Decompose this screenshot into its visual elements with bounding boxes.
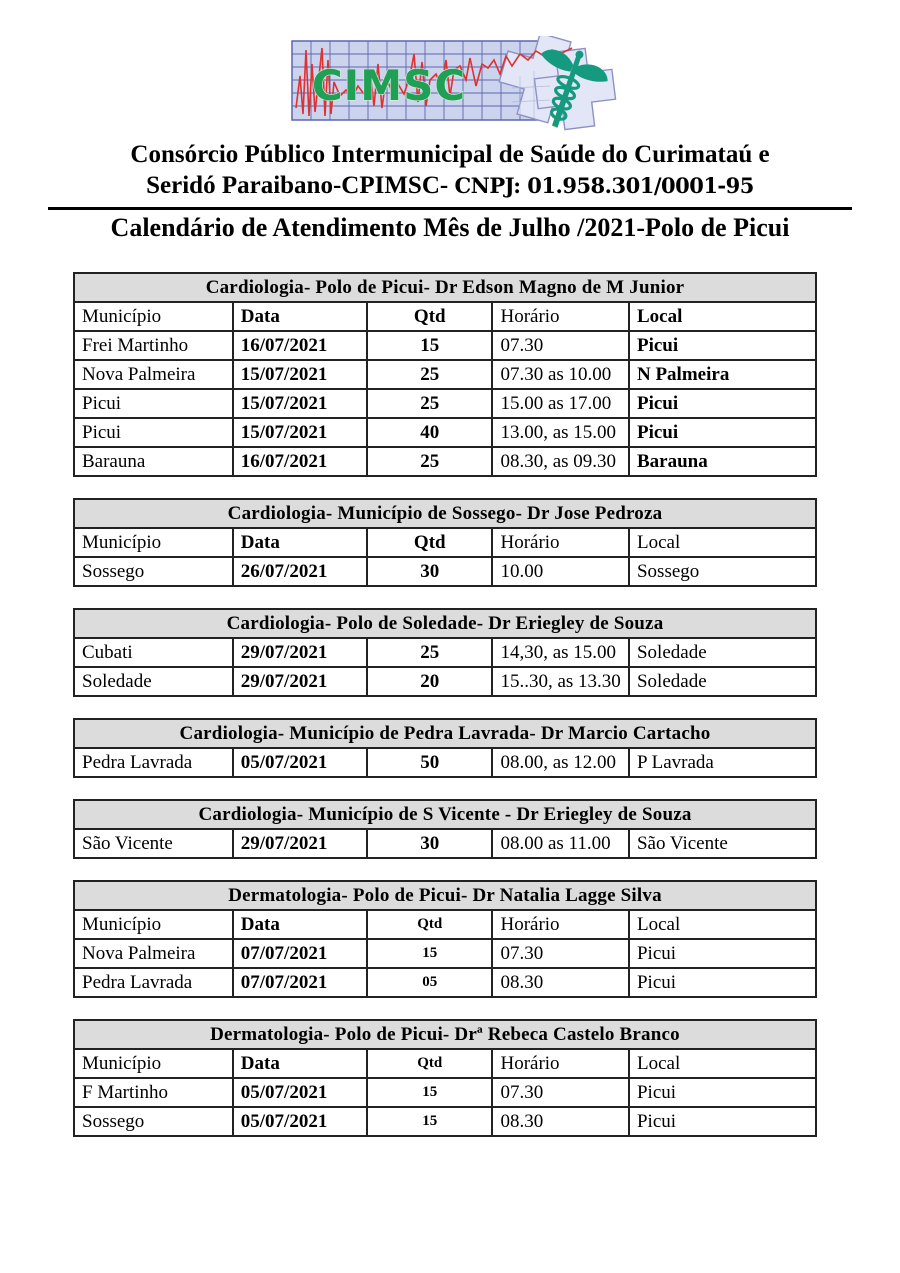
table-row — [74, 748, 816, 777]
cell-local: Barauna — [629, 447, 816, 476]
cimsc-logo-graphic — [282, 36, 618, 131]
column-header-municipio: Município — [74, 1049, 233, 1078]
cell-data: 05/07/2021 — [233, 1107, 367, 1136]
cell-municipio: Sossego — [74, 1107, 233, 1136]
cell-municipio: Sossego — [74, 557, 233, 586]
table-row — [74, 447, 816, 476]
cell-data: 29/07/2021 — [233, 667, 367, 696]
cell-municipio: Picui — [74, 389, 233, 418]
cell-horario: 14,30, as 15.00 — [492, 638, 629, 667]
table-row — [74, 968, 816, 997]
cell-municipio: Pedra Lavrada — [74, 968, 233, 997]
column-header-horario: Horário — [492, 910, 629, 939]
cell-horario: 15..30, as 13.30 — [492, 667, 629, 696]
cell-qtd: 30 — [367, 557, 492, 586]
cell-qtd: 15 — [367, 1107, 492, 1136]
schedule-table-cardiologia-soledade — [73, 608, 817, 697]
cell-municipio: Nova Palmeira — [74, 360, 233, 389]
cell-data: 15/07/2021 — [233, 418, 367, 447]
cell-local: Picui — [629, 1078, 816, 1107]
cell-local: Picui — [629, 1107, 816, 1136]
cell-municipio: Barauna — [74, 447, 233, 476]
column-header-horario: Horário — [492, 528, 629, 557]
cell-municipio: Frei Martinho — [74, 331, 233, 360]
table-title: Cardiologia- Município de S Vicente - Dr Eriegley de Souza — [74, 800, 816, 829]
cell-data: 07/07/2021 — [233, 939, 367, 968]
cell-qtd: 25 — [367, 638, 492, 667]
column-header-qtd: Qtd — [367, 302, 492, 331]
table-row — [74, 418, 816, 447]
table-row — [74, 829, 816, 858]
column-header-data: Data — [233, 302, 367, 331]
cell-local: Sossego — [629, 557, 816, 586]
cell-qtd: 15 — [367, 1078, 492, 1107]
cell-qtd: 25 — [367, 360, 492, 389]
cell-municipio: Cubati — [74, 638, 233, 667]
cell-local: Picui — [629, 418, 816, 447]
column-header-data: Data — [233, 910, 367, 939]
table-row — [74, 667, 816, 696]
column-header-horario: Horário — [492, 1049, 629, 1078]
cell-horario: 07.30 — [492, 331, 629, 360]
schedule-table-dermatologia-natalia — [73, 880, 817, 998]
schedule-table-cardiologia-sossego — [73, 498, 817, 587]
column-header-qtd: Qtd — [367, 910, 492, 939]
column-header-municipio: Município — [74, 910, 233, 939]
cell-data: 15/07/2021 — [233, 360, 367, 389]
org-name-line2 — [0, 170, 900, 201]
table-title: Cardiologia- Polo de Soledade- Dr Eriegley de Souza — [74, 609, 816, 638]
table-header-row — [74, 528, 816, 557]
column-header-municipio: Município — [74, 528, 233, 557]
table-header-row — [74, 302, 816, 331]
cell-horario: 07.30 — [492, 1078, 629, 1107]
table-title: Cardiologia- Polo de Picui- Dr Edson Magno de M Junior — [74, 273, 816, 302]
cell-horario: 13.00, as 15.00 — [492, 418, 629, 447]
column-header-qtd: Qtd — [367, 1049, 492, 1078]
cell-data: 16/07/2021 — [233, 447, 367, 476]
cell-horario: 08.00 as 11.00 — [492, 829, 629, 858]
cell-local: Picui — [629, 331, 816, 360]
cell-data: 07/07/2021 — [233, 968, 367, 997]
column-header-local: Local — [629, 1049, 816, 1078]
org-cnpj: CNPJ: 01.958.301/0001-95 — [454, 173, 754, 198]
cell-municipio: F Martinho — [74, 1078, 233, 1107]
cell-horario: 10.00 — [492, 557, 629, 586]
cell-municipio: Soledade — [74, 667, 233, 696]
table-row — [74, 1107, 816, 1136]
cell-data: 05/07/2021 — [233, 748, 367, 777]
column-header-local: Local — [629, 528, 816, 557]
table-row — [74, 331, 816, 360]
cimsc-logo — [0, 0, 900, 131]
table-title: Cardiologia- Município de Sossego- Dr Jose Pedroza — [74, 499, 816, 528]
table-header-row — [74, 1049, 816, 1078]
table-row — [74, 939, 816, 968]
cell-local: São Vicente — [629, 829, 816, 858]
cell-municipio: Picui — [74, 418, 233, 447]
schedule-table-cardiologia-polo-picui — [73, 272, 817, 477]
cell-horario: 08.30 — [492, 1107, 629, 1136]
cell-qtd: 30 — [367, 829, 492, 858]
cell-local: Soledade — [629, 638, 816, 667]
cell-local: P Lavrada — [629, 748, 816, 777]
cell-local: Picui — [629, 968, 816, 997]
column-header-data: Data — [233, 528, 367, 557]
cell-data: 16/07/2021 — [233, 331, 367, 360]
schedule-table-dermatologia-rebeca — [73, 1019, 817, 1137]
cell-horario: 08.30 — [492, 968, 629, 997]
column-header-data: Data — [233, 1049, 367, 1078]
table-title: Dermatologia- Polo de Picui- Dr Natalia Lagge Silva — [74, 881, 816, 910]
cell-local: Picui — [629, 389, 816, 418]
cell-municipio: Pedra Lavrada — [74, 748, 233, 777]
cell-local: Picui — [629, 939, 816, 968]
org-name-part: Seridó Paraibano-CPIMSC- — [146, 172, 455, 199]
cell-qtd: 40 — [367, 418, 492, 447]
cell-data: 26/07/2021 — [233, 557, 367, 586]
cell-local: Soledade — [629, 667, 816, 696]
schedule-table-cardiologia-pedra-lavrada — [73, 718, 817, 778]
table-row — [74, 360, 816, 389]
column-header-local: Local — [629, 910, 816, 939]
cell-horario: 08.30, as 09.30 — [492, 447, 629, 476]
cell-local: N Palmeira — [629, 360, 816, 389]
column-header-local: Local — [629, 302, 816, 331]
cell-horario: 15.00 as 17.00 — [492, 389, 629, 418]
column-header-qtd: Qtd — [367, 528, 492, 557]
organization-header — [0, 139, 900, 201]
cell-municipio: Nova Palmeira — [74, 939, 233, 968]
cell-data: 15/07/2021 — [233, 389, 367, 418]
cell-municipio: São Vicente — [74, 829, 233, 858]
cell-qtd: 15 — [367, 331, 492, 360]
cell-horario: 08.00, as 12.00 — [492, 748, 629, 777]
table-row — [74, 557, 816, 586]
column-header-municipio: Município — [74, 302, 233, 331]
cell-data: 05/07/2021 — [233, 1078, 367, 1107]
schedule-table-cardiologia-s-vicente — [73, 799, 817, 859]
cell-qtd: 15 — [367, 939, 492, 968]
table-title: Cardiologia- Município de Pedra Lavrada- Dr Marcio Cartacho — [74, 719, 816, 748]
table-row — [74, 1078, 816, 1107]
cell-qtd: 05 — [367, 968, 492, 997]
calendar-title: Calendário de Atendimento Mês de Julho /2021-Polo de Picui — [110, 213, 790, 242]
cell-horario: 07.30 — [492, 939, 629, 968]
logo-text: CIMSC — [311, 61, 467, 110]
cell-qtd: 20 — [367, 667, 492, 696]
cell-data: 29/07/2021 — [233, 638, 367, 667]
cell-qtd: 25 — [367, 389, 492, 418]
table-title: Dermatologia- Polo de Picui- Drª Rebeca Castelo Branco — [74, 1020, 816, 1049]
cell-qtd: 50 — [367, 748, 492, 777]
table-header-row — [74, 910, 816, 939]
cell-horario: 07.30 as 10.00 — [492, 360, 629, 389]
cell-qtd: 25 — [367, 447, 492, 476]
cell-data: 29/07/2021 — [233, 829, 367, 858]
divider-rule — [48, 207, 852, 210]
org-name-line1: Consórcio Público Intermunicipal de Saúde do Curimataú e — [130, 141, 770, 168]
table-row — [74, 638, 816, 667]
table-row — [74, 389, 816, 418]
column-header-horario: Horário — [492, 302, 629, 331]
